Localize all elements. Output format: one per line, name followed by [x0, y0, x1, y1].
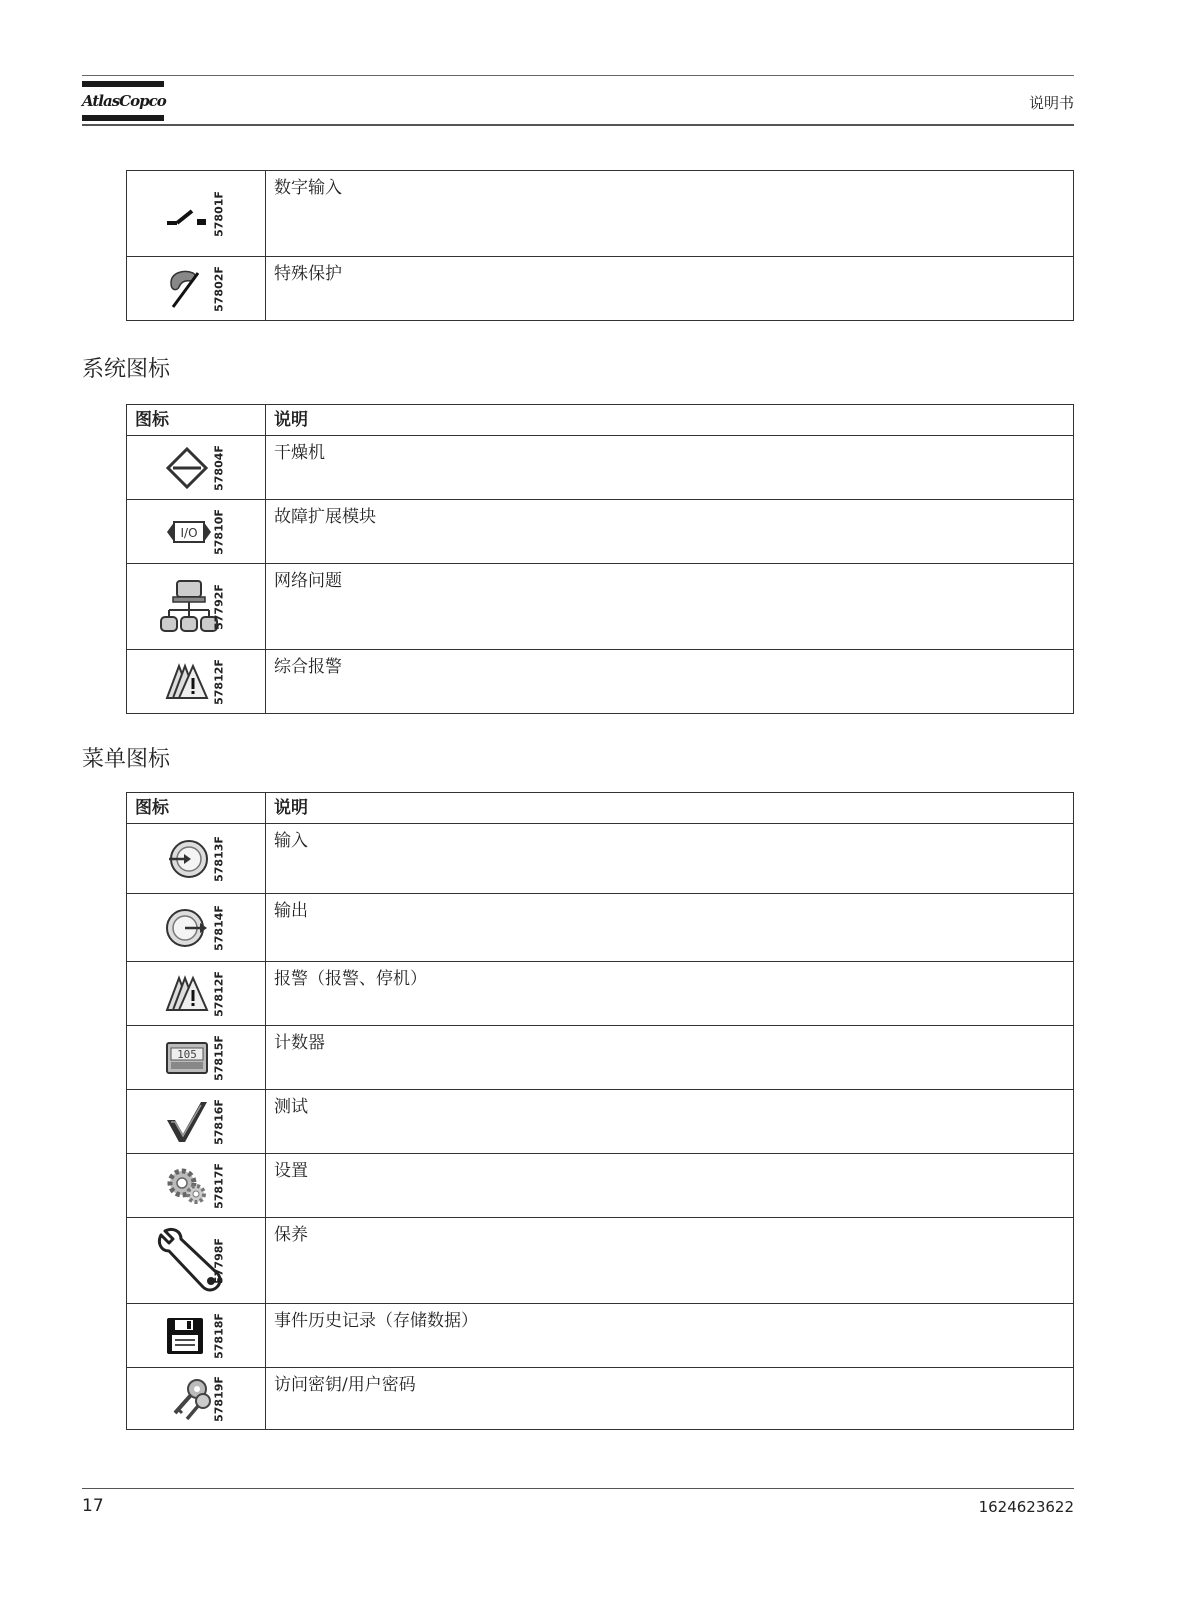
logo-text: AtlasCopco	[82, 92, 166, 110]
icon-cell	[127, 171, 266, 257]
header-rule-top	[82, 75, 1074, 76]
icon-code: 57812F	[212, 658, 226, 705]
counter-icon	[165, 1040, 209, 1076]
icon-code: 57798F	[212, 1237, 226, 1284]
output-icon	[165, 906, 209, 950]
icon-description: 访问密钥/用户密码	[266, 1368, 1074, 1430]
icon-description: 输入	[266, 824, 1074, 894]
icon-cell	[127, 500, 266, 564]
icon-description: 设置	[266, 1154, 1074, 1218]
column-header-icon: 图标	[127, 793, 266, 824]
icon-cell	[127, 1154, 266, 1218]
header-rule-bottom	[82, 124, 1074, 126]
icon-table-continued	[126, 170, 1074, 321]
table-row	[127, 1026, 1074, 1090]
table-row	[127, 1368, 1074, 1430]
settings-gear-icon	[165, 1166, 209, 1206]
table-row	[127, 500, 1074, 564]
column-header-description: 说明	[266, 793, 1074, 824]
icon-code: 57812F	[212, 970, 226, 1017]
table-row	[127, 824, 1074, 894]
icon-description: 测试	[266, 1090, 1074, 1154]
column-header-description: 说明	[266, 405, 1074, 436]
icon-code: 57815F	[212, 1034, 226, 1081]
section-heading-system-icons: 系统图标	[82, 357, 171, 382]
icon-code: 57792F	[212, 583, 226, 630]
footer-rule	[82, 1488, 1074, 1489]
icon-code: 57817F	[212, 1162, 226, 1209]
table-row	[127, 650, 1074, 714]
document-number: 1624623622	[978, 1498, 1074, 1516]
input-icon	[165, 837, 209, 881]
icon-description: 输出	[266, 894, 1074, 962]
atlas-copco-logo	[82, 81, 164, 121]
icon-description: 数字输入	[266, 171, 1074, 257]
icon-cell	[127, 650, 266, 714]
icon-code: 57818F	[212, 1312, 226, 1359]
icon-code: 57813F	[212, 835, 226, 882]
table-row	[127, 1090, 1074, 1154]
table-row	[127, 894, 1074, 962]
icon-code: 57810F	[212, 508, 226, 555]
digital-input-icon	[165, 199, 211, 229]
alarm-icon	[165, 974, 211, 1014]
icon-cell	[127, 894, 266, 962]
icon-cell	[127, 962, 266, 1026]
icon-code: 57814F	[212, 904, 226, 951]
general-alarm-icon	[165, 662, 211, 702]
icon-description: 网络问题	[266, 564, 1074, 650]
keys-icon	[165, 1377, 211, 1421]
table-row	[127, 1154, 1074, 1218]
icon-cell	[127, 1026, 266, 1090]
network-icon	[159, 579, 219, 635]
table-row	[127, 564, 1074, 650]
icon-description: 事件历史记录（存储数据）	[266, 1304, 1074, 1368]
icon-cell	[127, 436, 266, 500]
icon-description: 特殊保护	[266, 257, 1074, 321]
expansion-module-icon	[165, 515, 213, 549]
table-row	[127, 1218, 1074, 1304]
table-header-row	[127, 793, 1074, 824]
table-row	[127, 257, 1074, 321]
document-title: 说明书	[1028, 94, 1074, 112]
table-row	[127, 171, 1074, 257]
column-header-icon: 图标	[127, 405, 266, 436]
icon-cell	[127, 1368, 266, 1430]
io-label: I/O	[180, 525, 198, 540]
icon-description: 故障扩展模块	[266, 500, 1074, 564]
test-check-icon	[165, 1100, 209, 1144]
logo-bar-top	[82, 81, 164, 87]
icon-cell	[127, 824, 266, 894]
icon-description: 报警（报警、停机）	[266, 962, 1074, 1026]
icon-description: 综合报警	[266, 650, 1074, 714]
table-row	[127, 962, 1074, 1026]
icon-code: 57802F	[212, 265, 226, 312]
icon-code: 57804F	[212, 444, 226, 491]
floppy-disk-icon	[165, 1316, 205, 1356]
table-row	[127, 436, 1074, 500]
icon-description: 计数器	[266, 1026, 1074, 1090]
logo-bar-bottom	[82, 115, 164, 121]
icon-cell	[127, 257, 266, 321]
icon-code: 57816F	[212, 1098, 226, 1145]
special-protection-icon	[165, 265, 205, 313]
dryer-icon	[165, 446, 209, 490]
icon-description: 保养	[266, 1218, 1074, 1304]
counter-digits: 105	[177, 1047, 197, 1061]
section-heading-menu-icons: 菜单图标	[82, 747, 171, 772]
icon-code: 57819F	[212, 1375, 226, 1422]
table-row	[127, 1304, 1074, 1368]
icon-cell	[127, 1218, 266, 1304]
page-number: 17	[82, 1496, 104, 1516]
table-header-row	[127, 405, 1074, 436]
icon-code: 57801F	[212, 190, 226, 237]
icon-description: 干燥机	[266, 436, 1074, 500]
icon-cell	[127, 1304, 266, 1368]
system-icons-table	[126, 404, 1074, 714]
icon-cell	[127, 564, 266, 650]
menu-icons-table	[126, 792, 1074, 1430]
icon-cell	[127, 1090, 266, 1154]
